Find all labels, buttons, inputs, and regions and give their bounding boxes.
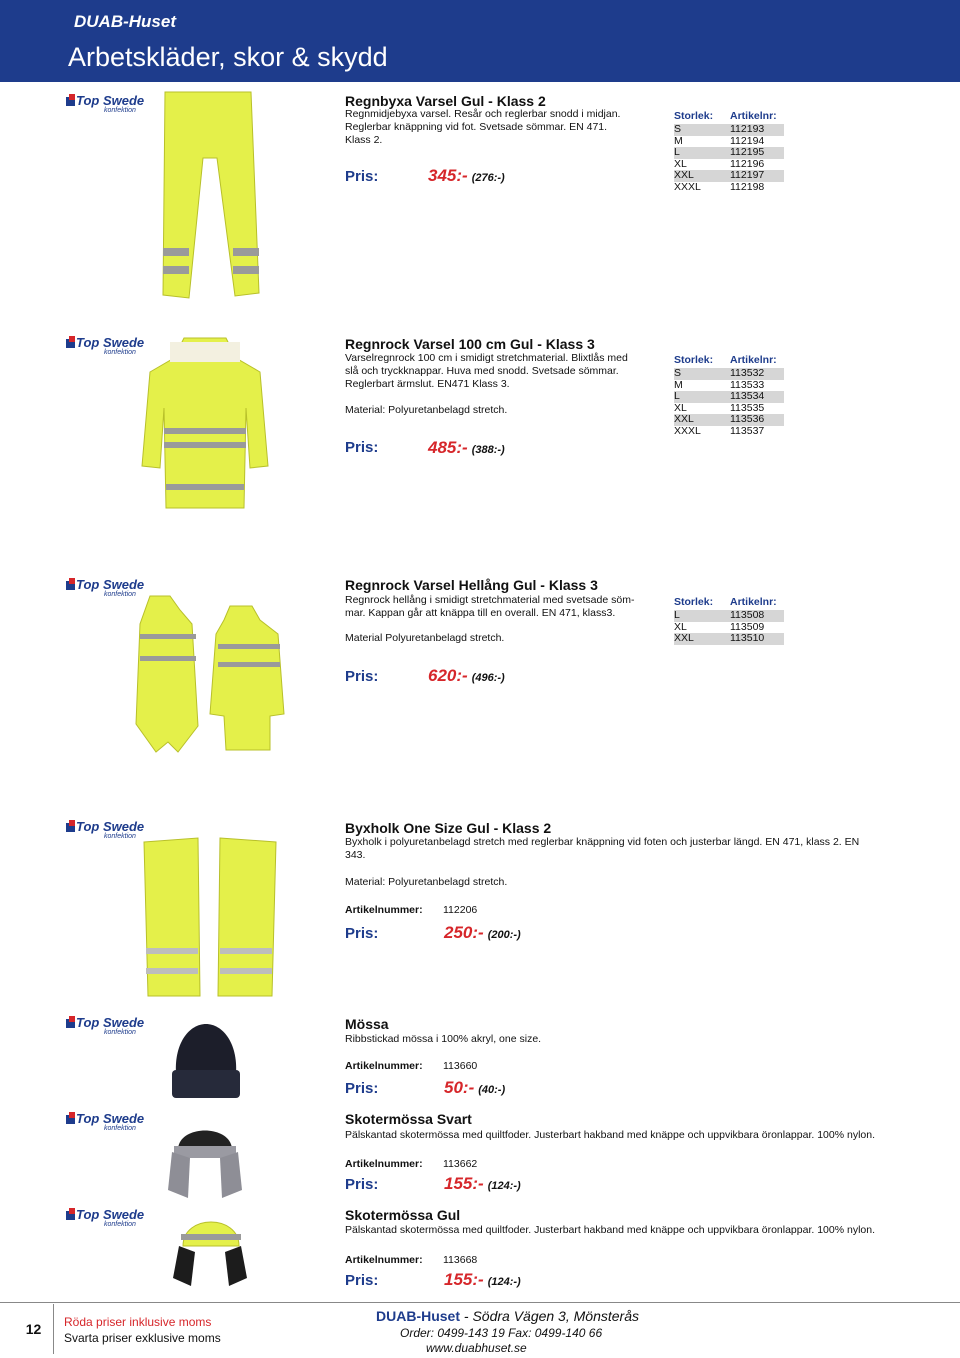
product-title: Byxholk One Size Gul - Klass 2 — [345, 820, 552, 836]
description-line: Pälskantad skotermössa med quiltfoder. Justerbart hakband med knäppe och uppvikbara öronlappar. 100% nylon. — [345, 1224, 875, 1236]
article-number-row: Artikelnummer: 112206 — [345, 904, 478, 916]
price: 250:- (200:-) — [444, 923, 521, 942]
product-title: Skotermössa Gul — [345, 1207, 461, 1223]
footer-phone: Order: 0499-143 19 Fax: 0499-140 66 — [400, 1326, 603, 1340]
price-note-red: Röda priser inklusive moms — [64, 1315, 212, 1329]
description-line: Ribbstickad mössa i 100% akryl, one size. — [345, 1033, 542, 1045]
size-row: XL 113535 — [674, 401, 765, 414]
description-line: Pälskantad skotermössa med quiltfoder. Justerbart hakband med knäppe och uppvikbara öronlappar. 100% nylon. — [345, 1129, 875, 1141]
size-row: L 113508 — [674, 610, 784, 622]
description-line: Klass 2. — [345, 134, 383, 146]
size-row: XXL 113536 — [674, 414, 784, 426]
price: 620:- (496:-) — [428, 666, 505, 685]
product-title: Mössa — [345, 1016, 389, 1032]
description-line: 343. — [345, 849, 366, 861]
size-row: S 112193 — [674, 124, 784, 136]
price-label: Pris: — [345, 1272, 379, 1289]
size-row: M 113533 — [674, 378, 765, 391]
brand-logo: Top Swede konfektion — [66, 1112, 142, 1134]
brand-logo: Top Swede konfektion — [66, 1016, 142, 1038]
product-title: Regnrock Varsel 100 cm Gul - Klass 3 — [345, 336, 595, 352]
size-row: L 113534 — [674, 391, 784, 403]
black-trapper-hat-image — [160, 1114, 250, 1204]
size-table: Storlek: Artikelnr: L 113508 XL 113509 XXL 113510 — [674, 596, 784, 645]
size-row: XXL 112197 — [674, 170, 784, 182]
size-row: L 112195 — [674, 147, 784, 159]
beanie-image — [168, 1022, 244, 1102]
brand-name: DUAB-Huset — [74, 12, 176, 31]
product-title: Regnbyxa Varsel Gul - Klass 2 — [345, 93, 546, 109]
description-line: Reglerbar knäppning vid fot. Svetsade sömmar. EN 471. — [345, 121, 608, 133]
size-row: S 113532 — [674, 368, 784, 380]
brand-logo: Top Swede konfektion — [66, 336, 142, 358]
section-title: Arbetskläder, skor & skydd — [68, 42, 388, 72]
page-number: 12 — [14, 1304, 54, 1354]
description-line: Regnrock hellång i smidigt stretchmaterial med svetsade söm- — [345, 594, 635, 606]
brand-logo: Top Swede konfektion — [66, 94, 142, 116]
rain-coat-image — [140, 336, 270, 516]
footer-company: DUAB-Huset - Södra Vägen 3, Mönsterås — [376, 1308, 639, 1324]
article-number-row: Artikelnummer: 113662 — [345, 1158, 478, 1170]
size-row: XXL 113510 — [674, 633, 784, 645]
material-text: Material Polyuretanbelagd stretch. — [345, 632, 505, 644]
material-text: Material: Polyuretanbelagd stretch. — [345, 876, 508, 888]
yellow-trapper-hat-image — [165, 1206, 255, 1292]
size-table: Storlek: Artikelnr: S 113532 M 113533 L 113534 XL 113535 XXL 113536 XXXL 113537 — [674, 354, 784, 437]
brand-logo: Top Swede konfektion — [66, 820, 142, 842]
long-rain-coat-image — [128, 594, 288, 756]
description-line: slå och tryckknappar. Huva med snodd. Svetsade sömmar. — [345, 365, 619, 377]
brand-logo: Top Swede konfektion — [66, 1208, 142, 1230]
header-bar — [0, 0, 960, 82]
description-line: Varselregnrock 100 cm i smidigt stretchmaterial. Blixtlås med — [345, 352, 628, 364]
price: 155:- (124:-) — [444, 1270, 521, 1289]
material-text: Material: Polyuretanbelagd stretch. — [345, 404, 508, 416]
size-row: XL 112196 — [674, 157, 765, 170]
article-number-row: Artikelnummer: 113668 — [345, 1254, 478, 1266]
price-label: Pris: — [345, 1176, 379, 1193]
size-row: XXXL 113537 — [674, 424, 765, 437]
price: 485:- (388:-) — [428, 438, 505, 457]
description-line: mar. Kappan går att knäppa till en overall. EN 471, klass3. — [345, 607, 616, 619]
price: 155:- (124:-) — [444, 1174, 521, 1193]
rain-trousers-image — [155, 88, 265, 303]
description-line: Reglerbart ärmslut. EN471 Klass 3. — [345, 378, 510, 390]
size-row: XXXL 112198 — [674, 180, 765, 193]
trouser-chaps-image — [140, 836, 280, 1001]
size-row: M 112194 — [674, 134, 765, 147]
description-line: Byxholk i polyuretanbelagd stretch med reglerbar knäppning vid foten och justerbar längd. EN 471, klass 2. EN — [345, 836, 860, 848]
price-label: Pris: — [345, 1080, 379, 1097]
price: 345:- (276:-) — [428, 166, 505, 185]
brand-logo: Top Swede konfektion — [66, 578, 142, 600]
product-title: Skotermössa Svart — [345, 1111, 472, 1127]
size-row: XL 113509 — [674, 620, 765, 633]
price-label: Pris: — [345, 439, 379, 456]
price-label: Pris: — [345, 168, 379, 185]
price-note-black: Svarta priser exklusive moms — [64, 1331, 221, 1345]
footer-website[interactable]: www.duabhuset.se — [426, 1341, 527, 1355]
description-line: Regnmidjebyxa varsel. Resår och reglerbar snodd i midjan. — [345, 108, 621, 120]
price-label: Pris: — [345, 925, 379, 942]
product-title: Regnrock Varsel Hellång Gul - Klass 3 — [345, 577, 598, 593]
footer-divider — [0, 1302, 960, 1303]
price-label: Pris: — [345, 668, 379, 685]
article-number-row: Artikelnummer: 113660 — [345, 1060, 478, 1072]
price: 50:- (40:-) — [444, 1078, 506, 1097]
size-table: Storlek: Artikelnr: S 112193 M 112194 L 112195 XL 112196 XXL 112197 XXXL 112198 — [674, 110, 784, 193]
